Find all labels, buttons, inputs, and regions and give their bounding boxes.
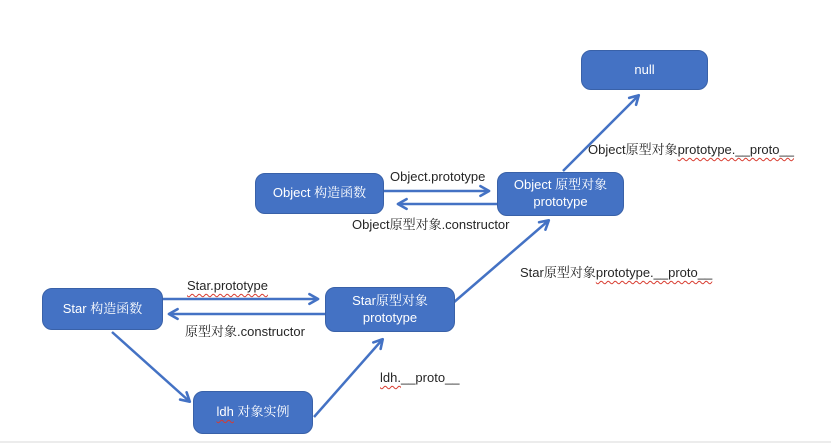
arrow-star-to-ldh	[112, 332, 189, 401]
arrow-objproto-to-null	[563, 96, 638, 171]
label-object-prototype: Object.prototype	[390, 169, 486, 184]
label-object-proto-chain-spell: prototype.__proto__	[677, 142, 794, 157]
label-object-proto-chain-plain: Object原型对象	[588, 142, 678, 157]
node-null-label: null	[634, 61, 655, 77]
node-object-prototype-line2: prototype	[533, 194, 588, 209]
label-ldh-proto-rest: __proto__	[400, 370, 460, 385]
label-object-proto-chain	[588, 139, 794, 158]
node-star-prototype-line2: prototype	[362, 309, 418, 325]
node-ldh-instance-label	[217, 404, 290, 421]
node-object-constructor-label: Object 构造函数	[272, 185, 367, 201]
label-object-constructor: Object原型对象.constructor	[352, 217, 510, 232]
node-ldh-instance	[193, 391, 313, 434]
label-star-prototype: Star.prototype	[187, 278, 268, 293]
node-object-constructor	[255, 173, 384, 214]
label-star-proto-chain	[520, 262, 712, 281]
label-star-proto-chain-spell: prototype.__proto__	[595, 265, 713, 280]
node-star-prototype-line1: Star原型对象	[352, 292, 428, 308]
label-star-proto-chain-plain: Star原型对象	[520, 265, 596, 280]
arrow-ldh-proto	[314, 340, 382, 417]
label-ldh-proto-spell: ldh.	[380, 370, 401, 385]
node-object-prototype	[497, 172, 624, 216]
label-ldh-proto	[380, 370, 460, 385]
node-star-constructor-label: Star 构造函数	[62, 300, 143, 316]
node-object-prototype-line1: Object 原型对象	[513, 177, 608, 193]
ldh-label-rest: 对象实例	[233, 404, 290, 420]
ldh-spellchecked-text: ldh	[216, 404, 234, 420]
node-star-prototype	[325, 287, 455, 332]
label-star-constructor: 原型对象.constructor	[185, 324, 305, 339]
node-null	[581, 50, 708, 90]
node-star-constructor	[42, 288, 163, 330]
